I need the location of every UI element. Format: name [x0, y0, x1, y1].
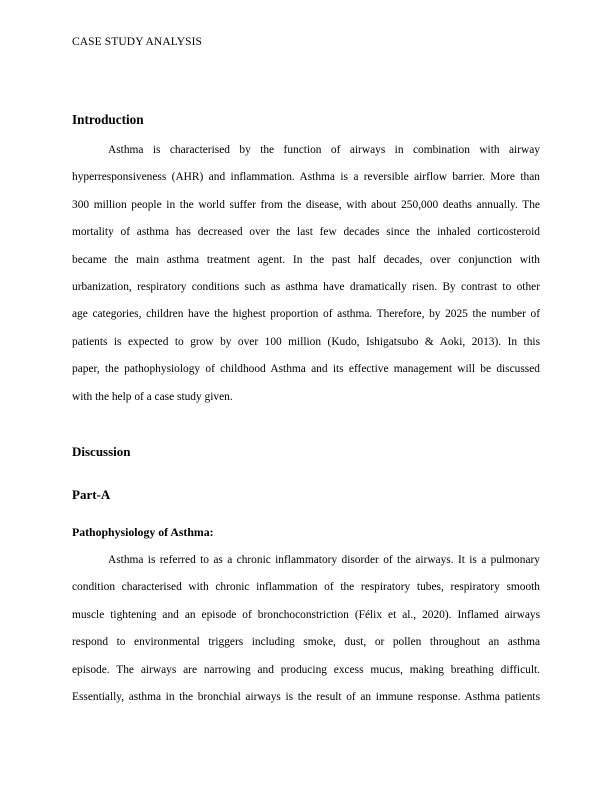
paragraph-line: urbanization, respiratory conditions such as asthma have dramatically risen. By contrast to other — [72, 280, 540, 293]
paragraph-line: muscle tightening and an episode of bronchoconstriction (Félix et al., 2020). Inflamed airways — [72, 608, 540, 621]
paragraph-line: Asthma is referred to as a chronic inflammatory disorder of the airways. It is a pulmonary — [108, 554, 540, 566]
paragraph-line: respond to environmental triggers including smoke, dust, or pollen throughout an asthma — [72, 636, 540, 649]
paragraph-line: paper, the pathophysiology of childhood Asthma and its effective management will be discussed — [72, 363, 540, 376]
paragraph-line: Asthma is characterised by the function of airways in combination with airway — [108, 144, 540, 156]
paragraph-line: with the help of a case study given. — [72, 390, 233, 403]
paragraph-line: episode. The airways are narrowing and producing excess mucus, making breathing difficult. — [72, 663, 540, 676]
paragraph-line: condition characterised with chronic inflammation of the respiratory tubes, respiratory smooth — [72, 581, 540, 594]
discussion-heading: Discussion — [72, 444, 131, 459]
paragraph-line: age categories, children have the highest proportion of asthma. Therefore, by 2025 the number of — [72, 308, 540, 321]
running-head: CASE STUDY ANALYSIS — [72, 36, 203, 48]
paragraph-line: Essentially, asthma in the bronchial airways is the result of an immune response. Asthma patients — [72, 690, 540, 703]
paragraph-line: patients is expected to grow by over 100 million (Kudo, Ishigatsubo & Aoki, 2013). In this — [72, 335, 540, 348]
paragraph-line: mortality of asthma has decreased over the last few decades since the inhaled corticosteroid — [72, 226, 540, 239]
introduction-heading: Introduction — [72, 112, 144, 127]
paragraph-line: hyperresponsiveness (AHR) and inflammation. Asthma is a reversible airflow barrier. More than — [72, 171, 540, 184]
introduction-paragraph — [72, 142, 540, 416]
pathophysiology-paragraph — [72, 552, 540, 716]
pathophysiology-subheading: Pathophysiology of Asthma: — [72, 525, 214, 539]
part-a-heading: Part-A — [72, 487, 111, 502]
paragraph-line: became the main asthma treatment agent. In the past half decades, over conjunction with — [72, 253, 540, 266]
paragraph-line: 300 million people in the world suffer from the disease, with about 250,000 deaths annually. The — [72, 198, 540, 211]
